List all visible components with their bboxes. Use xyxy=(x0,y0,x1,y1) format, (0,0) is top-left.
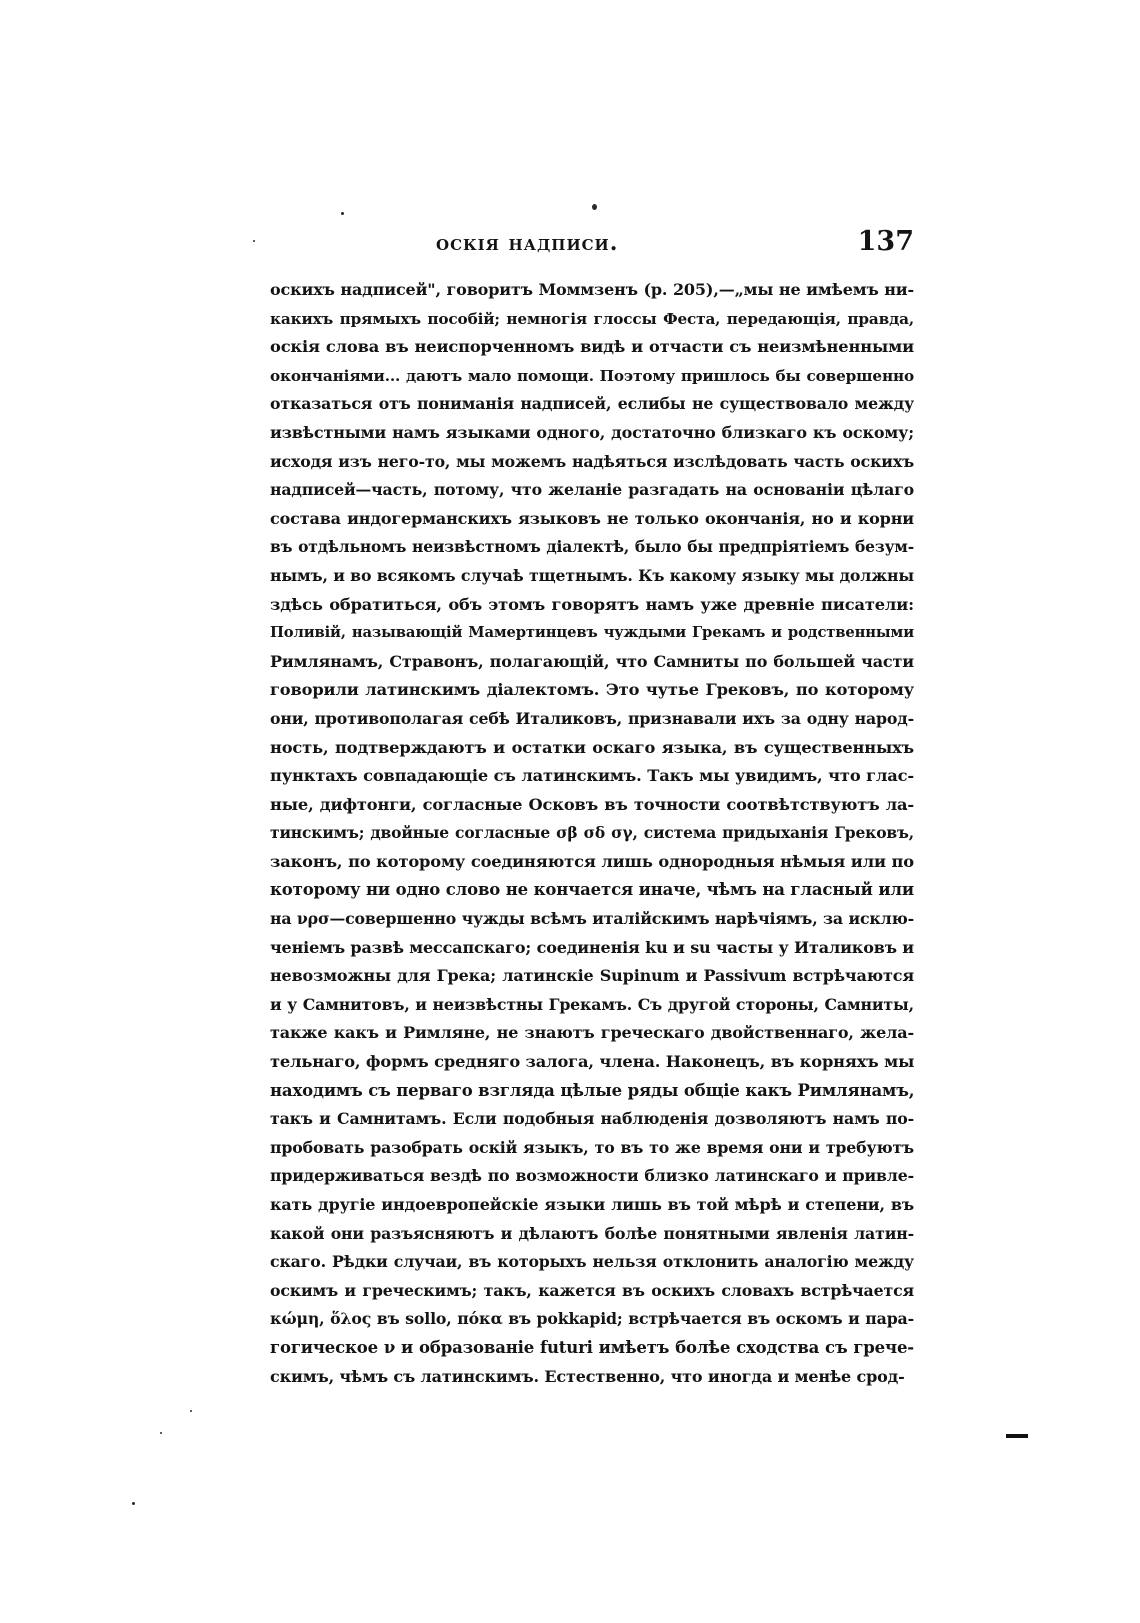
text-line: состава индогерманскихъ языковъ не только окончанія, но и корни xyxy=(270,508,914,528)
text-line: исходя изъ него-то, мы можемъ надѣяться изслѣдовать часть оскихъ xyxy=(270,451,914,471)
text-line: пунктахъ совпадающіе съ латинскимъ. Такъ мы увидимъ, что глас- xyxy=(270,766,914,786)
text-line: говорили латинскимъ діалектомъ. Это чутье Грековъ, по которому xyxy=(270,680,914,700)
text-line: Римлянамъ, Стравонъ, полагающій, что Самниты по большей части xyxy=(270,651,914,671)
text-line: нымъ, и во всякомъ случаѣ тщетнымъ. Къ какому языку мы должны xyxy=(270,565,914,585)
text-line: извѣстными намъ языками одного, достаточно близкаго къ оскому; xyxy=(270,422,914,442)
text-line: законъ, по которому соединяются лишь однородныя нѣмыя или по xyxy=(270,851,914,871)
print-speck xyxy=(253,240,255,242)
text-line: ные, дифтонги, согласные Осковъ въ точности соотвѣтствуютъ ла- xyxy=(270,794,914,814)
text-line: оскимъ и греческимъ; такъ, кажется въ оскихъ словахъ встрѣчается xyxy=(270,1280,914,1300)
text-line: въ отдѣльномъ неизвѣстномъ діалектѣ, было бы предпріятіемъ безум- xyxy=(270,537,914,557)
text-line: тинскимъ; двойные согласные σβ σδ σγ, система придыханія Грековъ, xyxy=(270,823,914,843)
text-line: находимъ съ перваго взгляда цѣлые ряды общіе какъ Римлянамъ, xyxy=(270,1080,914,1100)
page-body xyxy=(270,276,914,1391)
text-line: на νρσ—совершенно чужды всѣмъ италійскимъ нарѣчіямъ, за исклю- xyxy=(270,909,914,929)
print-speck xyxy=(132,1502,135,1505)
print-speck xyxy=(190,1410,192,1412)
text-line: κώμη, ὅλος въ sollo, πόκα въ pokkapid; встрѣчается въ оскомъ и пара- xyxy=(270,1309,914,1329)
text-line: также какъ и Римляне, не знаютъ греческаго двойственнаго, жела- xyxy=(270,1023,914,1043)
text-line: они, противополагая себѣ Италиковъ, признавали ихъ за одну народ- xyxy=(270,708,914,728)
running-title: оскія надписи. xyxy=(436,230,619,256)
text-line: отказаться отъ пониманія надписей, еслибы не существовало между xyxy=(270,394,914,414)
text-line: скимъ, чѣмъ съ латинскимъ. Естественно, что иногда и менѣе срод- xyxy=(270,1366,905,1386)
text-line: оскія слова въ неиспорченномъ видѣ и отчасти съ неизмѣненными xyxy=(270,337,914,357)
text-line: Поливій, называющій Мамертинцевъ чуждыми Грекамъ и родственными xyxy=(270,624,914,642)
text-line: тельнаго, формъ средняго залога, члена. Наконецъ, въ корняхъ мы xyxy=(270,1052,914,1072)
print-speck xyxy=(160,1432,162,1434)
text-line: какихъ прямыхъ пособій; немногія глоссы Феста, передающія, правда, xyxy=(270,309,914,328)
text-line: оскихъ надписей", говоритъ Моммзенъ (р. 205),—„мы не имѣемъ ни- xyxy=(270,280,914,299)
text-line: ченіемъ развѣ мессапскаго; соединенія ku и su часты у Италиковъ и xyxy=(270,937,914,957)
text-line: придерживаться вездѣ по возможности близко латинскаго и привле- xyxy=(270,1166,914,1186)
text-line: окончаніями... даютъ мало помощи. Поэтому пришлось бы совершенно xyxy=(270,366,914,385)
text-line: кать другіе индоевропейскіе языки лишь въ той мѣрѣ и степени, въ xyxy=(270,1195,914,1214)
text-line: ность, подтверждаютъ и остатки оскаго языка, въ существенныхъ xyxy=(270,737,914,757)
text-line: и у Самнитовъ, и неизвѣстны Грекамъ. Съ другой стороны, Самниты, xyxy=(270,994,914,1014)
page-header xyxy=(268,226,914,262)
text-line: гогическое ν и образованіе futuri имѣетъ болѣе сходства съ грече- xyxy=(270,1337,914,1357)
margin-dash xyxy=(1006,1434,1028,1438)
text-line: пробовать разобрать оскій языкъ, то въ то же время они и требуютъ xyxy=(270,1137,914,1157)
text-line: такъ и Самнитамъ. Если подобныя наблюденія дозволяютъ намъ по- xyxy=(270,1109,914,1129)
text-line: здѣсь обратиться, объ этомъ говорятъ намъ уже древніе писатели: xyxy=(270,594,914,614)
page-number: 137 xyxy=(857,226,914,257)
text-line: которому ни одно слово не кончается иначе, чѣмъ на гласный или xyxy=(270,880,914,900)
text-line: надписей—часть, потому, что желаніе разгадать на основаніи цѣлаго xyxy=(270,480,914,500)
text-line: скаго. Рѣдки случаи, въ которыхъ нельзя отклонить аналогію между xyxy=(270,1252,914,1272)
print-speck xyxy=(341,212,344,215)
print-speck xyxy=(592,204,597,210)
text-line: какой они разъясняютъ и дѣлаютъ болѣе понятными явленія латин- xyxy=(270,1223,914,1243)
text-line: невозможны для Грека; латинскіе Supinum и Passivum встрѣчаются xyxy=(270,966,914,986)
